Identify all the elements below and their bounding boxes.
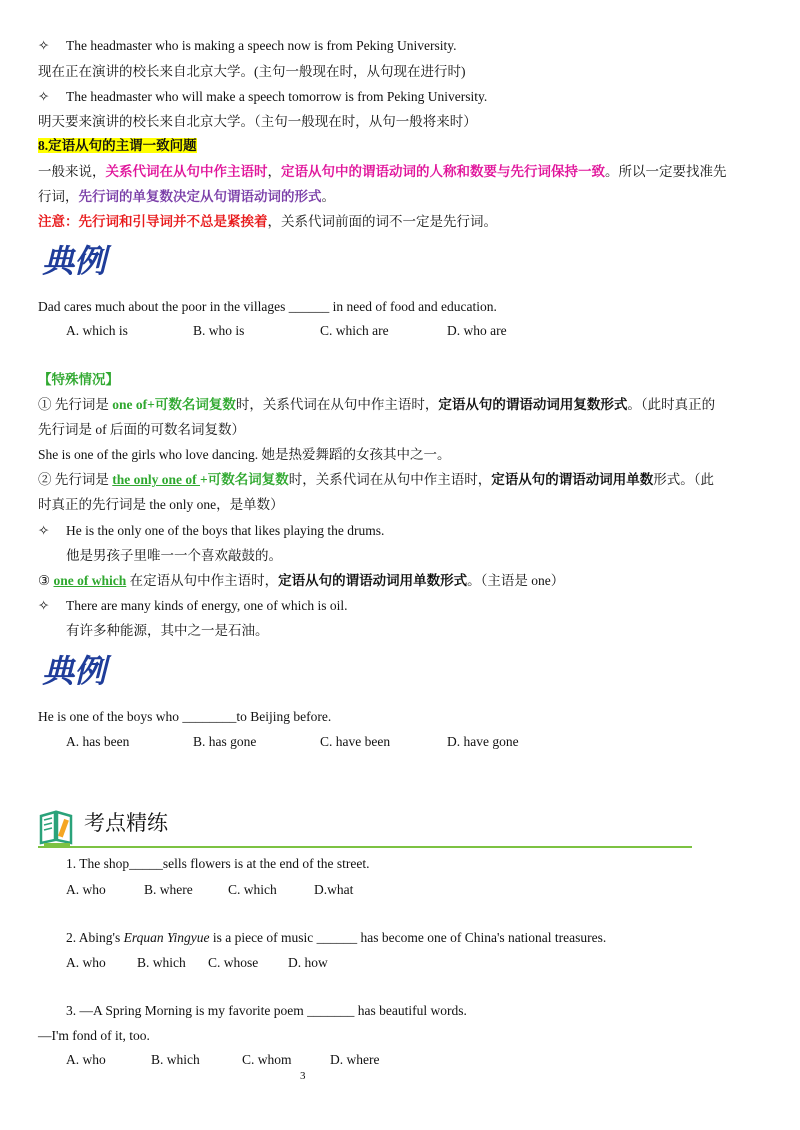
option-c: C. whose [208,955,259,970]
typical-example-logo [40,238,120,280]
typical-example-logo [40,648,120,690]
option-d: D. where [330,1052,380,1067]
example-sentence: ✧ There are many kinds of energy, one of which is oil. [38,598,348,613]
svg-text:典例: 典例 [42,242,107,280]
example-sentence: ✧ He is the only one of the boys that likes playing the drums. [38,523,385,538]
option-a: A. who [66,955,106,970]
option-a: A. has been [66,734,130,749]
note: 注意：先行词和引导词并不总是紧挨着，关系代词前面的词不一定是先行词。 [38,214,497,229]
option-d: D. who are [447,323,507,338]
option-c: C. which [228,882,277,897]
option-c: C. whom [242,1052,292,1067]
example-question: He is one of the boys who ________to Beijing before. [38,709,332,724]
option-d: D. have gone [447,734,519,749]
section-divider [38,846,692,848]
special-case-1-cont: 先行词是 of 后面的可数名词复数） [38,422,245,437]
example-translation: 现在正在演讲的校长来自北京大学。(主句一般现在时，从句现在进行时) [38,64,466,79]
bullet-star-icon: ✧ [38,598,50,613]
question-2: 2. Abing's Erquan Yingyue is a piece of music ______ has become one of China's national treasures. [66,930,607,945]
practice-header: 考点精练 [84,811,168,835]
example-question: Dad cares much about the poor in the villages ______ in need of food and education. [38,299,497,314]
section-title: 8.定语从句的主谓一致问题 [38,138,197,153]
option-c: C. have been [320,734,391,749]
bullet-star-icon: ✧ [38,89,50,104]
option-b: B. which [151,1052,200,1067]
bullet-star-icon: ✧ [38,38,50,53]
example-sentence: ✧ The headmaster who will make a speech tomorrow is from Peking University. [38,89,488,104]
special-case-2-cont: 时真正的先行词是 the only one，是单数） [38,497,284,512]
special-case-1: ① 先行词是 one of+可数名词复数时，关系代词在从句中作主语时，定语从句的谓语动词用复数形式。（此时真正的 [38,397,716,412]
option-b: B. where [144,882,193,897]
option-b: B. has gone [193,734,257,749]
question-1: 1. The shop_____sells flowers is at the end of the street. [66,856,370,871]
bullet-star-icon: ✧ [38,523,50,538]
option-a: A. who [66,882,106,897]
svg-text:典例: 典例 [42,652,107,690]
special-case-3: ③ one of which 在定语从句中作主语时，定语从句的谓语动词用单数形式。（主语是 one） [38,573,565,588]
example-sentence: ✧ The headmaster who is making a speech now is from Peking University. [38,38,457,53]
example-translation: 明天要来演讲的校长来自北京大学。（主句一般现在时，从句一般将来时） [38,114,477,129]
page-number: 3 [300,1070,306,1082]
special-case-2: ② 先行词是 the only one of +可数名词复数时，关系代词在从句中作主语时，定语从句的谓语动词用单数形式。（此 [38,472,714,487]
book-pencil-icon [38,806,76,846]
question-3: 3. —A Spring Morning is my favorite poem _______ has beautiful words. [66,1003,467,1018]
example-translation: 有许多种能源，其中之一是石油。 [66,623,269,638]
option-b: B. which [137,955,186,970]
question-3-reply: —I'm fond of it, too. [38,1028,150,1043]
option-b: B. who is [193,323,245,338]
option-a: A. who [66,1052,106,1067]
option-d: D. how [288,955,328,970]
section-paragraph: 一般来说，关系代词在从句中作主语时，定语从句中的谓语动词的人称和数要与先行词保持一致。所以一定要找准先 [38,164,727,179]
section-paragraph: 行词，先行词的单复数决定从句谓语动词的形式。 [38,189,335,204]
option-a: A. which is [66,323,128,338]
option-d: D.what [314,882,354,897]
option-c: C. which are [320,323,389,338]
special-heading: 【特殊情况】 [38,372,119,387]
example-translation: 他是男孩子里唯一一个喜欢敲鼓的。 [66,548,282,563]
special-case-1-example: She is one of the girls who love dancing. 她是热爱舞蹈的女孩其中之一。 [38,447,451,462]
